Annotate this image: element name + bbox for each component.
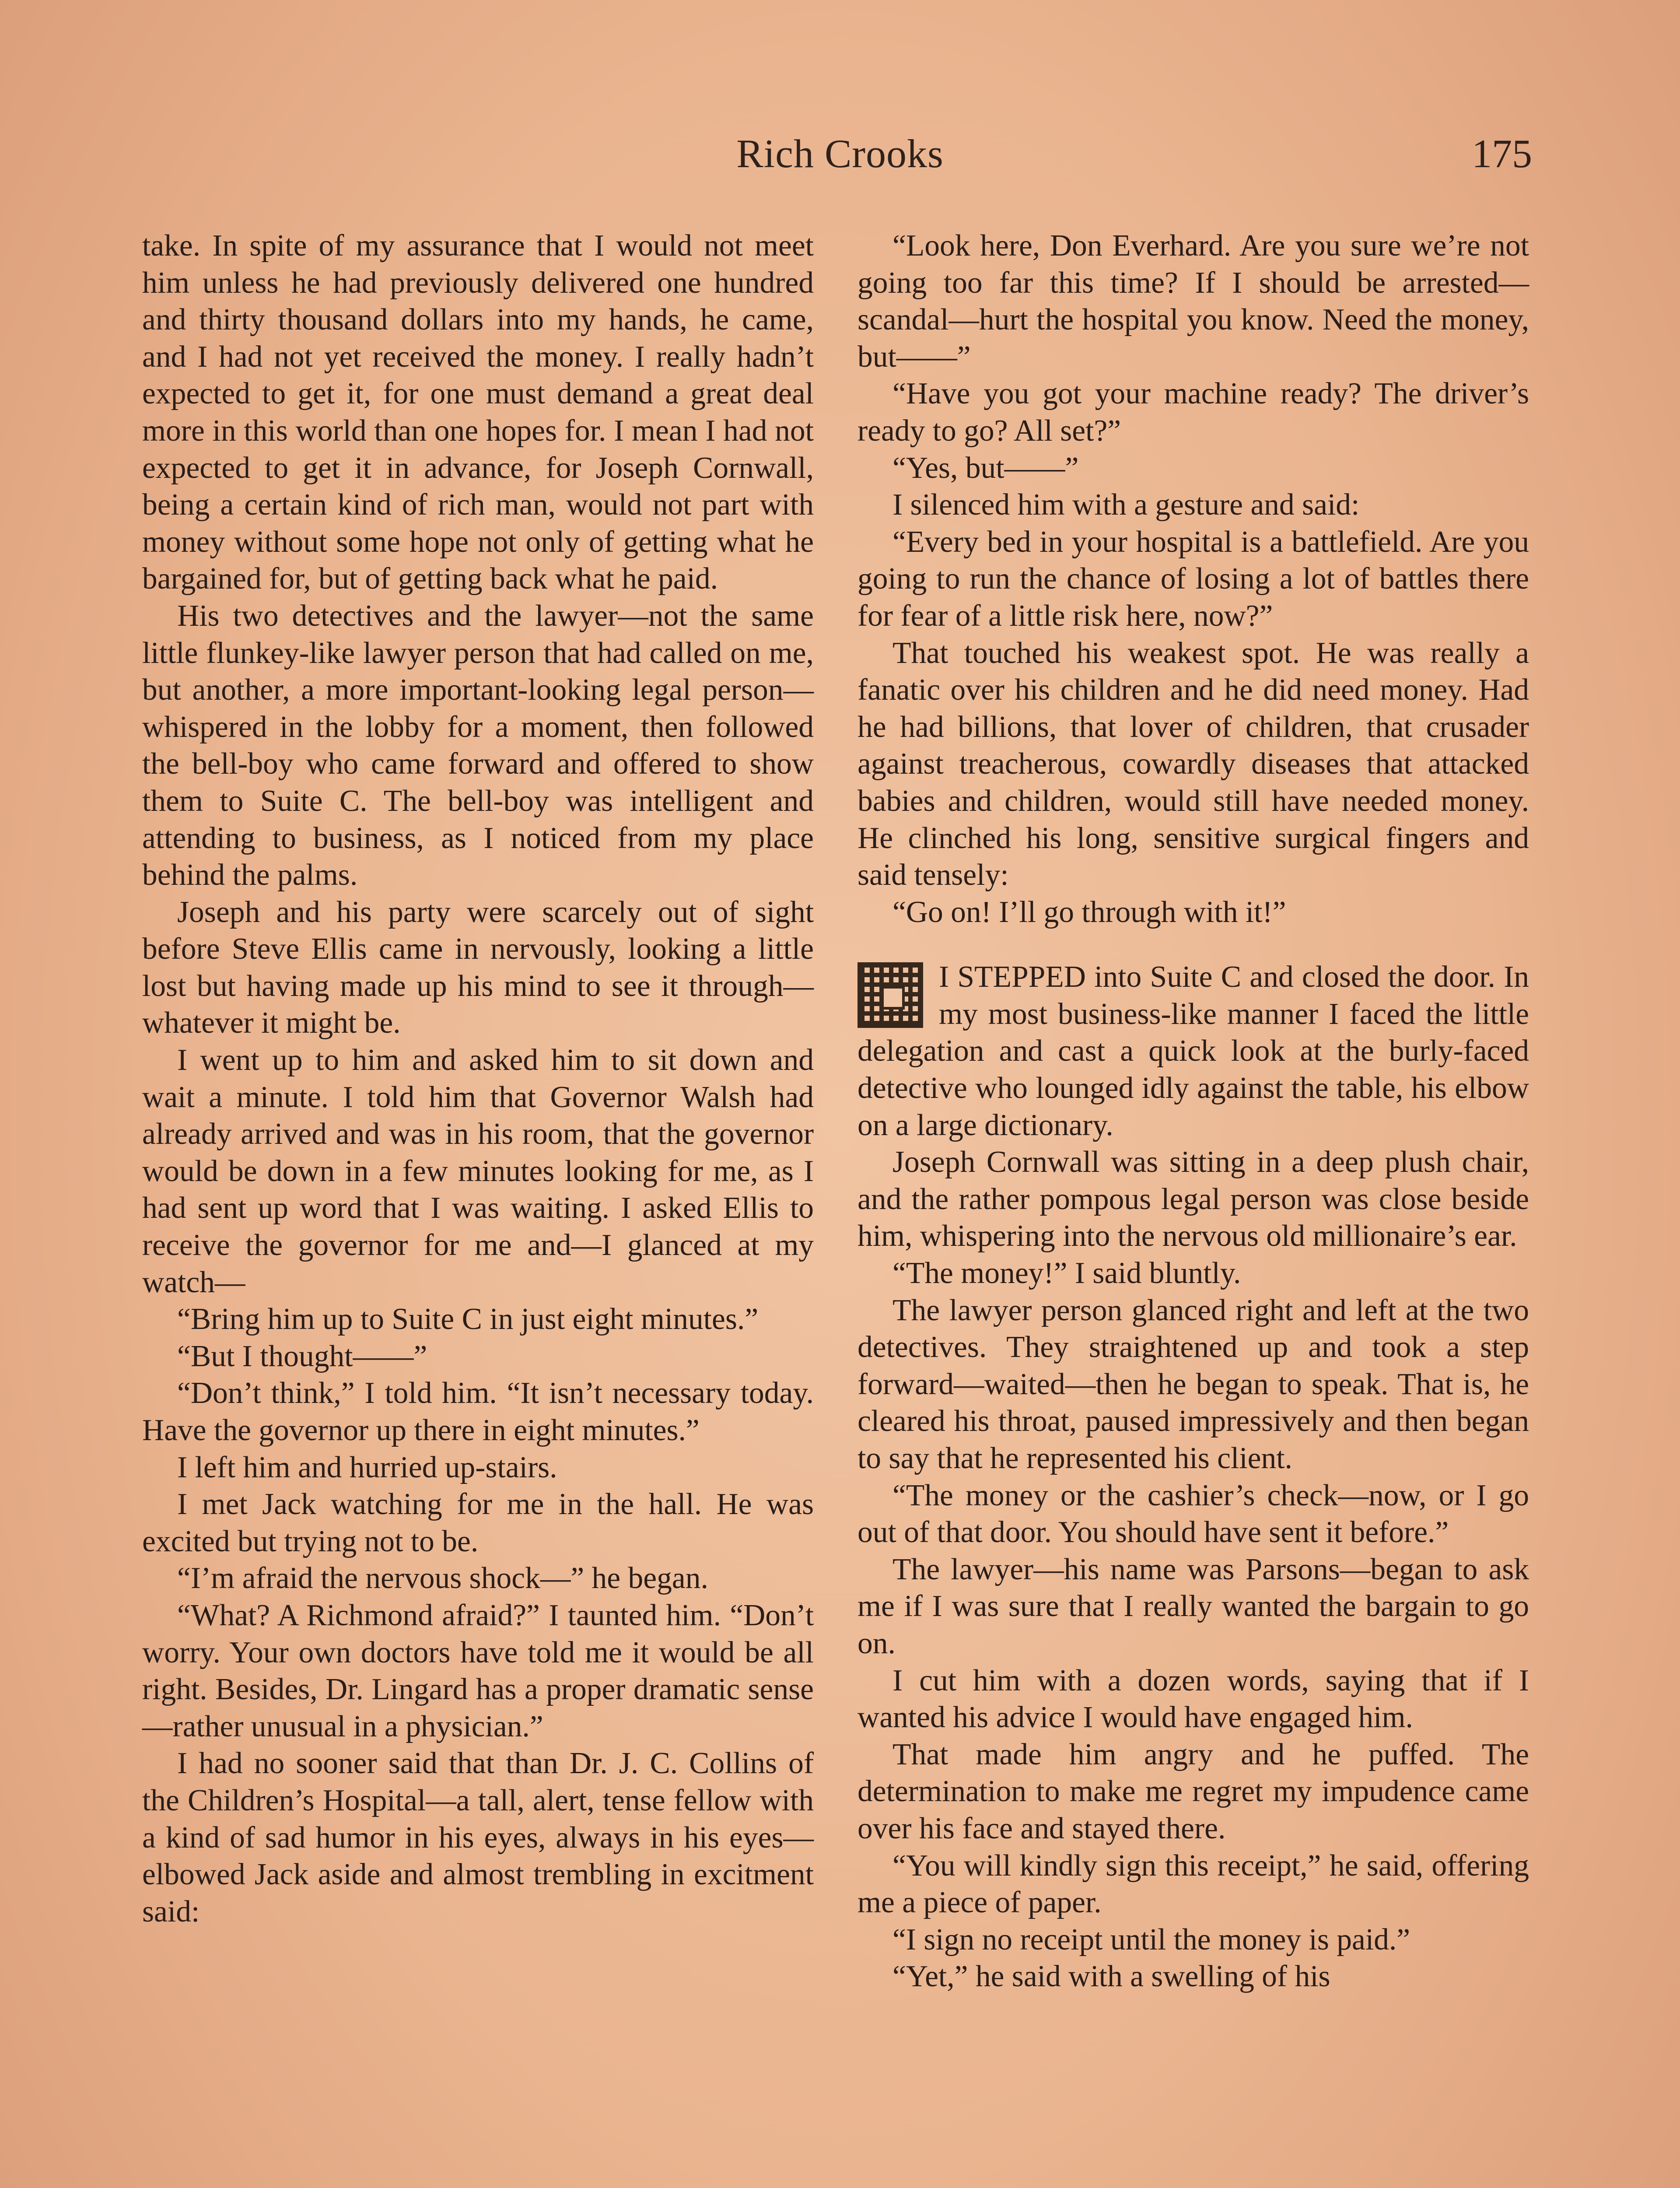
paragraph: “You will kindly sign this receipt,” he said, offering me a piece of paper.: [858, 1848, 1529, 1920]
paragraph: “But I thought——”: [177, 1339, 427, 1373]
paragraph: “Every bed in your hospital is a battlefield. Are you going to run the chance of losing a lot of battles there for fear of a little risk here, now?”: [858, 525, 1529, 633]
left-column: [142, 228, 814, 1930]
paragraph: “Have you got your machine ready? The driver’s ready to go? All set?”: [858, 377, 1529, 448]
right-column: [858, 228, 1529, 1995]
paragraph: I went up to him and asked him to sit down and wait a minute. I told him that Governor Walsh had already arrived and was in his room, that the governor would be down in a few minutes looking for me, as I had sent up word that I was waiting. I asked Ellis to receive the governor for me and—I glanced at my watch—: [142, 1043, 814, 1299]
paragraph: “The money!” I said bluntly.: [892, 1256, 1241, 1290]
paragraph: I met Jack watching for me in the hall. He was excited but trying not to be.: [142, 1487, 814, 1558]
paragraph: “The money or the cashier’s check—now, or I go out of that door. You should have sent it before.”: [858, 1478, 1529, 1550]
paragraph: “Don’t think,” I told him. “It isn’t necessary today. Have the governor up there in eight minutes.”: [142, 1376, 814, 1447]
decorative-initial-ornament-icon: [858, 962, 923, 1028]
paragraph: The lawyer person glanced right and left at the two detectives. They straightened up and took a step forward—waited—then he began to speak. That is, he cleared his throat, paused impressively and then began to say that he represented his client.: [858, 1293, 1529, 1475]
paragraph: Joseph Cornwall was sitting in a deep plush chair, and the rather pompous legal person was close beside him, whispering into the nervous old millionaire’s ear.: [858, 1145, 1529, 1253]
lead-paragraph-text: I STEPPED into Suite C and closed the door. In my most business-like manner I faced the little delegation and cast a quick look at the burly-faced detective who lounged idly against the table, his elbow on a large dictionary.: [858, 960, 1529, 1142]
paragraph: take. In spite of my assurance that I would not meet him unless he had previously delivered one hundred and thirty thousand dollars into my hands, he came, and I had not yet received the money. I really hadn’t expected to get it, for one must demand a great deal more in this world than one hopes for. I mean I had not expected to get it in advance, for Joseph Cornwall, being a certain kind of rich man, would not part with money without some hope not only of getting what he bargained for, but of getting back what he paid.: [142, 229, 814, 596]
paragraph: That touched his weakest spot. He was really a fanatic over his children and he did need money. Had he had billions, that lover of children, that crusader against treacherous, cowardly diseases that attacked babies and children, would still have needed money. He clinched his long, sensitive surgical fingers and said tensely:: [858, 636, 1529, 892]
paragraph: “Go on! I’ll go through with it!”: [892, 895, 1286, 929]
paragraph: “Yet,” he said with a swelling of his: [892, 1960, 1330, 1994]
paragraph: The lawyer—his name was Parsons—began to ask me if I was sure that I really wanted the bargain to go on.: [858, 1552, 1529, 1660]
paragraph: “What? A Richmond afraid?” I taunted him. “Don’t worry. Your own doctors have told me it would be all right. Besides, Dr. Lingard has a proper dramatic sense—rather unusual in a physician.”: [142, 1598, 814, 1743]
paragraph: “I sign no receipt until the money is paid.”: [892, 1922, 1410, 1957]
paragraph: “Bring him up to Suite C in just eight minutes.”: [177, 1302, 759, 1336]
paragraph: “I’m afraid the nervous shock—” he began.: [177, 1561, 708, 1595]
paragraph: I had no sooner said that than Dr. J. C. Collins of the Children’s Hospital—a tall, alert, tense fellow with a kind of sad humor in his eyes, always in his eyes—elbowed Jack aside and almost trembling in excitment said:: [142, 1746, 814, 1929]
paragraph: I silenced him with a gesture and said:: [892, 488, 1360, 522]
paragraph: I cut him with a dozen words, saying that if I wanted his advice I would have engaged him.: [858, 1663, 1529, 1735]
paragraph: Joseph and his party were scarcely out of sight before Steve Ellis came in nervously, looking a little lost but having made up his mind to see it through—whatever it might be.: [142, 895, 814, 1040]
running-title: Rich Crooks: [736, 131, 944, 176]
page-number: 175: [1472, 131, 1532, 176]
section-lead-paragraph: [858, 959, 1529, 1144]
paragraph: That made him angry and he puffed. The determination to make me regret my impudence came over his face and stayed there.: [858, 1737, 1529, 1845]
paragraph: I left him and hurried up-stairs.: [177, 1450, 557, 1484]
paragraph: “Yes, but——”: [892, 451, 1079, 485]
paragraph: “Look here, Don Everhard. Are you sure we’re not going too far this time? If I should be arrested—scandal—hurt the hospital you know. Need the money, but——”: [858, 229, 1529, 374]
section-break: [858, 931, 1529, 959]
paragraph: His two detectives and the lawyer—not the same little flunkey-like lawyer person that had called on me, but another, a more important-looking legal person— whispered in the lobby for a moment, then followed the bell-boy who came forward and offered to show them to Suite C. The bell-boy was intelligent and attending to business, as I noticed from my place behind the palms.: [142, 599, 814, 892]
